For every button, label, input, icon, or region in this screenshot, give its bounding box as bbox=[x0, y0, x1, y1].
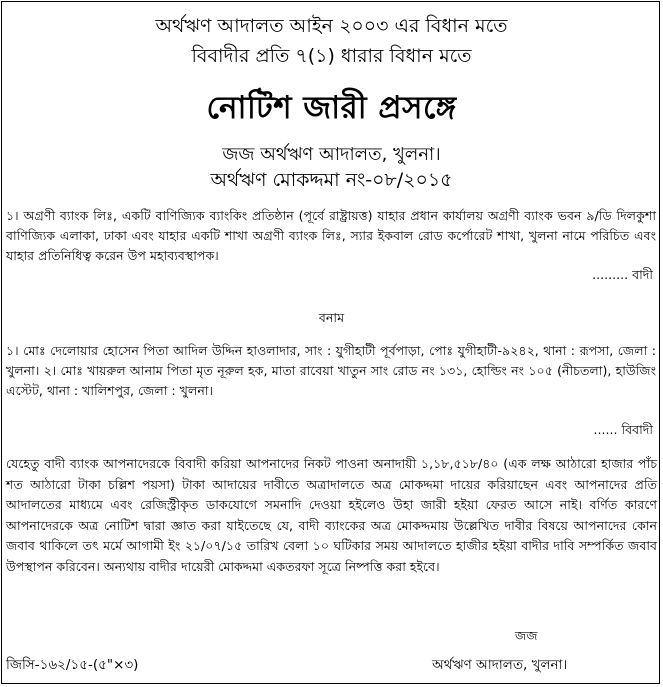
defendant-label: ...... বিবাদী bbox=[593, 422, 653, 437]
plaintiff-paragraph: ১। অগ্রণী ব্যাংক লিঃ, একটি বাণিজ্যিক ব্যাংকিং প্রতিষ্ঠান (পূর্বে রাষ্ট্রায়ত্ত) যাহার প্রধান কার্যালয় অগ্রণী ব্যাংক ভবন ৯/ডি দিলকুশা বাণিজ্যিক এলাকা, ঢাকা এবং যাহার একটি শাখা অগ্রণী ব্যাংক লিঃ, স্যার ইকবাল রোড কর্পোরেট শাখা, খুলনা নামে পরিচিত এবং যাহার প্রতিনিধিত্ব করেন উপ মহাব্যবস্থাপক। bbox=[6, 208, 656, 263]
signature-court: অর্থঋণ আদালত, খুলনা। bbox=[432, 657, 568, 673]
court-name: জজ অর্থঋণ আদালত, খুলনা। bbox=[222, 144, 441, 165]
case-number: অর্থঋণ মোকদ্দমা নং-০৮/২০১৫ bbox=[210, 169, 453, 191]
header-line-1: অর্থঋণ আদালত আইন ২০০৩ এর বিধান মতে bbox=[155, 15, 508, 37]
reference-code: জিসি-১৬২/১৫-(৫"×৩) bbox=[6, 657, 139, 673]
notice-body: যেহেতু বাদী ব্যাংক আপনাদেরকে বিবাদী করিয়া আপনাদের নিকট পাওনা অনাদায়ী ১,১৮,৫১৮/৪০ (এক লক্ষ আঠারো হাজার পাঁচ শত আঠারো টাকা চল্লিশ পয়সা) টাকা আদায়ের দাবীতে অত্রাদালতে অত্র মোকদ্দমা দায়ের করিয়াছেন এবং আপনাদের প্রতি আদালতের মাধ্যমে এবং রেজিস্ট্রীকৃত ডাকযোগে সমনাদি দেওয়া হইলেও উহা জারী হইয়া ফেরত আসে নাই। বর্ণিত কারণে আপনাদেরকে অত্র নোটিশ দ্বারা জ্ঞাত করা যাইতেছে যে, বাদী ব্যাংকের অত্র মোকদ্দমায় উল্লেখিত দাবীর বিষয়ে আপনাদের কোন জবাব থাকিলে তৎ মর্মে আগামী ইং ২১/০৭/১৫ তারিখ বেলা ১০ ঘটিকার সময় আদালতে হাজীর হইয়া বাদীর দাবি সম্পর্কিত জবাব উপস্থাপন করিবেন। অন্যথায় বাদীর দায়েরী মোকদ্দমা একতরফা সূত্রে নিষ্পত্তি করা হইবে। bbox=[6, 456, 657, 574]
versus-label: বনাম bbox=[318, 310, 345, 325]
header-line-2: বিবাদীর প্রতি ৭(১) ধারার বিধান মতে bbox=[191, 45, 472, 67]
notice-title: নোটিশ জারী প্রসঙ্গে bbox=[206, 90, 457, 126]
plaintiff-label: ......... বাদী bbox=[592, 267, 653, 282]
judge-title: জজ bbox=[515, 628, 538, 643]
defendants-paragraph: ১। মোঃ দেলোয়ার হোসেন পিতা আদিল উদ্দিন হাওলাদার, সাং : যুগীহাটী পূর্বপাড়া, পোঃ যুগীহাটী-৯২৪২, থানা : রূপসা, জেলা : খুলনা। ২। মোঃ খায়রুল আনাম পিতা মৃত নূরুল হক, মাতা রাবেয়া খাতুন সাং রোড নং ১৩১, হোল্ডিং নং ১০৫ (নীচতলা), হাউজিং এস্টেট, থানা : খালিশপুর, জেলা : খুলনা। bbox=[6, 343, 657, 398]
